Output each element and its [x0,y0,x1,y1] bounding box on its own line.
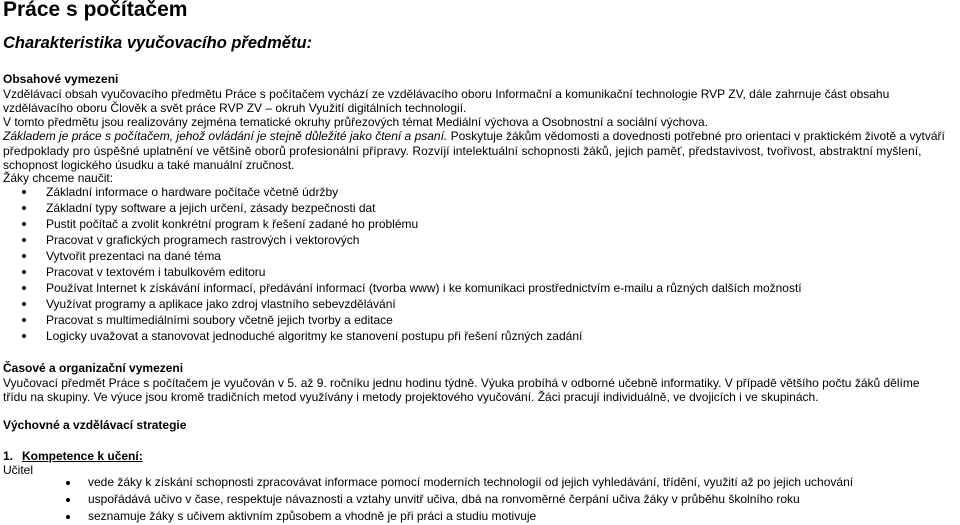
bullet-icon [22,254,26,258]
list-item: Využívat programy a aplikace jako zdroj vlastního sebevzdělávání [22,296,802,312]
obsah-p1-line2: vzdělávacího oboru Člověk a svět práce RVP ZV – okruh Využití digitálních technologií. [3,101,467,115]
list-item: Pracovat v textovém i tabulkovém editoru [22,264,802,280]
list-item: Používat Internet k získávání informací, předávání informací (tvorba www) i ke komunikaci prostřednictvím e-mailu a různých dalších možností [22,280,802,296]
casove-line1: Vyučovací předmět Práce s počítačem je vyučován v 5. až 9. ročníku jednu hodinu týdně. Výuka probíhá v odborné učebně informatiky. V případě většího počtu žáků dělíme [3,376,920,390]
bullet-icon [66,481,70,485]
obsah-p3-line1 [3,128,945,144]
list-item: Pustit počítač a zvolit konkrétní program k řešení zadané ho problému [22,216,802,232]
page-title: Práce s počítačem [3,0,188,21]
bullet-icon [22,302,26,306]
bullet-icon [22,206,26,210]
bullet-icon [22,270,26,274]
bullet-icon [22,334,26,338]
bullet-icon [22,222,26,226]
obsah-intro: Žáky chceme naučit: [3,171,114,185]
teacher-strategy-list [66,474,853,525]
obsah-p3-line3: schopnost logického úsudku a také manuální zručnost. [3,158,295,172]
list-item: Logicky uvažovat a stanovovat jednoduché algoritmy ke stanovení postupu při řešení různých zadání [22,328,802,344]
list-item: seznamuje žáky s učivem aktivním způsobem a vhodně je při práci a studiu motivuje [66,508,853,525]
bullet-icon [22,190,26,194]
competence-number: 1. [3,449,14,463]
bullet-icon [22,238,26,242]
skills-list [22,184,802,344]
obsah-p3-line2: předpoklady pro úspěšné uplatnění ve většině oborů profesionální přípravy. Rozvíjí intelektuální schopnosti žáků, jejich paměť, představivost, tvořivost, abstraktní myšlení, [3,144,922,158]
list-item: Vytvořit prezentaci na dané téma [22,248,802,264]
obsah-p1-line1: Vzdělávací obsah vyučovacího předmětu Práce s počítačem vychází ze vzdělávacího oboru Informační a komunikační technologie RVP ZV, dále zahrnuje část obsahu [3,87,890,101]
bullet-icon [66,515,70,519]
competence-label: Kompetence k učení: [22,449,143,463]
strategie-heading: Výchovné a vzdělávací strategie [3,418,187,432]
list-item: vede žáky k získání schopnosti zpracovávat informace pomocí moderních technologií od jejich vyhledávání, třídění, využití až po jejich uchování [66,474,853,491]
obsah-p3-italic: Základem je práce s počítačem, jehož ovládání je stejně důležité jako čtení a psaní. [3,129,448,143]
casove-heading: Časové a organizační vymezeni [3,361,184,375]
ucitel-label: Učitel [3,463,34,477]
obsah-p3-rest: Poskytuje žákům vědomosti a dovednosti potřebné pro orientaci v praktickém životě a vytváří [447,129,945,143]
bullet-icon [22,318,26,322]
list-item: Základní informace o hardware počítače včetně údržby [22,184,802,200]
list-item: Pracovat s multimediálními soubory včetně jejich tvorby a editace [22,312,802,328]
list-item: Základní typy software a jejich určení, zásady bezpečnosti dat [22,200,802,216]
bullet-icon [66,498,70,502]
page-subtitle: Charakteristika vyučovacího předmětu: [3,34,313,52]
casove-line2: třídu na skupiny. Ve výuce jsou kromě tradičních metod využívány i metody projektového vyučování. Žáci pracují individuálně, ve dvojicích i ve skupinách. [3,390,819,404]
bullet-icon [22,286,26,290]
obsah-p2: V tomto předmětu jsou realizovány zejména tematické okruhy průřezových témat Mediální výchova a Osobnostní a sociální výchova. [3,115,709,129]
list-item: Pracovat v grafických programech rastrových i vektorových [22,232,802,248]
list-item: uspořádává učivo v čase, respektuje návaznosti a vztahy unvitř učiva, dbá na ronvoměrné čerpání učiva žáky v průběhu školního roku [66,491,853,508]
obsah-heading: Obsahové vymezeni [3,72,119,86]
